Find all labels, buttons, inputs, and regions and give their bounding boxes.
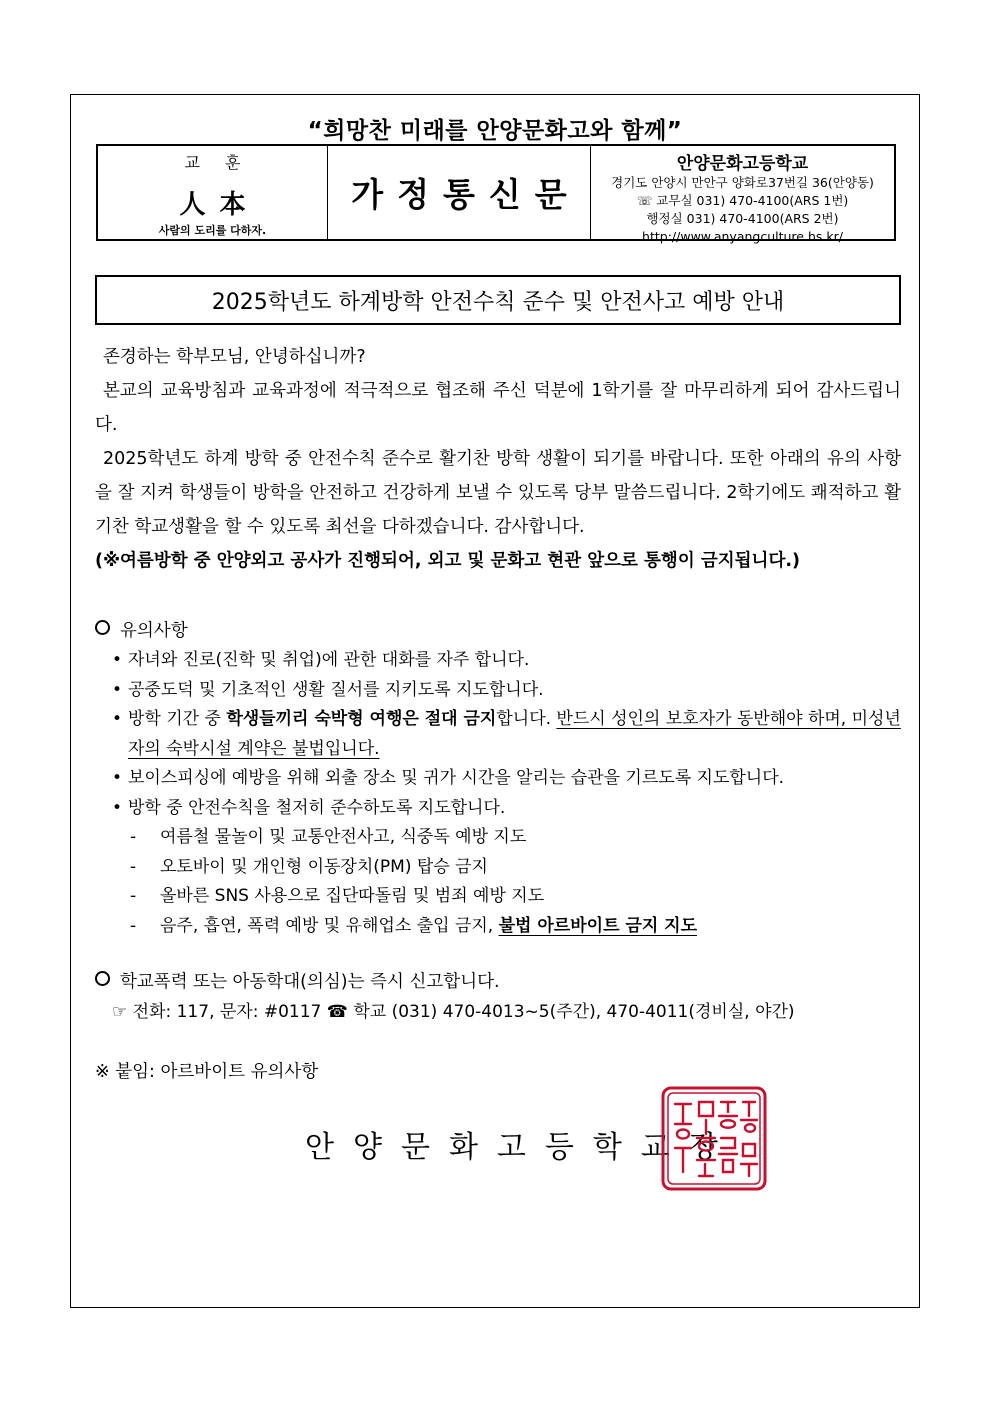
body-text — [95, 340, 901, 578]
newsletter-title-cell — [328, 146, 591, 239]
sub-list-emphasis: 불법 아르바이트 금지 지도 — [498, 915, 698, 936]
school-address: 경기도 안양시 만안구 양화로37번길 36(안양동) — [611, 175, 874, 190]
sub-list-item — [112, 882, 902, 912]
header-table — [96, 144, 896, 244]
sub-list-text: 올바른 SNS 사용으로 집단따돌림 및 범죄 예방 지도 — [160, 886, 545, 906]
school-phone-office: ☏ 교무실 031) 470-4100(ARS 1번) — [636, 193, 849, 208]
circle-bullet-icon — [95, 971, 110, 986]
motto-text: 人本 — [179, 190, 260, 220]
construction-notice: (※여름방학 중 안양외고 공사가 진행되어, 외고 및 문화고 현관 앞으로 통행이 금지됩니다.) — [95, 551, 800, 571]
school-name: 안양문화고등학교 — [676, 154, 809, 174]
motto-cell — [98, 146, 328, 239]
school-slogan: “희망찬 미래를 안양문화고와 함께” — [307, 118, 683, 144]
motto-label: 교 훈 — [184, 153, 251, 172]
sub-list-text: 음주, 흡연, 폭력 예방 및 유해업소 출입 금지, — [160, 915, 499, 936]
dash-mark: - — [130, 915, 137, 936]
principal-signature: 안양문화고등학교장 — [305, 1130, 737, 1165]
greeting: 존경하는 학부모님, 안녕하십니까? — [103, 347, 366, 367]
list-item-text: 방학 기간 중 — [128, 709, 227, 729]
list-item — [112, 705, 902, 764]
school-info-cell — [591, 146, 894, 244]
newsletter-title: 가정통신문 — [351, 175, 581, 214]
school-website-link[interactable]: http://www.anyangculture.hs.kr/ — [642, 229, 843, 244]
sub-list-text: 오토바이 및 개인형 이동장치(PM) 탑승 금지 — [160, 856, 488, 877]
notice-title: 2025학년도 하계방학 안전수칙 준수 및 안전사고 예방 안내 — [95, 275, 901, 325]
cautions-list — [112, 646, 902, 941]
attachment-note: ※ 붙임: 아르바이트 유의사항 — [95, 1062, 319, 1082]
sub-list-item — [112, 823, 902, 853]
section-cautions-title — [95, 617, 188, 642]
section-cautions-label: 유의사항 — [120, 621, 188, 641]
sub-list-item — [112, 853, 902, 883]
section-report-title — [95, 968, 500, 993]
list-item: • 방학 중 안전수칙을 철저히 준수하도록 지도합니다. — [112, 794, 902, 824]
sub-list-item — [112, 912, 902, 942]
school-seal-icon — [661, 1086, 767, 1191]
circle-bullet-icon — [95, 620, 110, 635]
list-item-underlined: 반드시 성인의 보호자가 동반해야 하며, 미성년자의 숙박시설 계약은 불법입니다. — [128, 709, 901, 759]
section-report-label: 학교폭력 또는 아동학대(의심)는 즉시 신고합니다. — [120, 972, 500, 992]
list-item-emphasis: 학생들끼리 숙박형 여행은 절대 금지 — [226, 709, 497, 729]
list-item-text: 합니다. — [496, 709, 557, 729]
sub-list-text: 여름철 물놀이 및 교통안전사고, 식중독 예방 지도 — [160, 827, 527, 847]
dash-mark: - — [130, 856, 137, 877]
dash-mark: - — [130, 886, 137, 906]
motto-subtitle: 사람의 도리를 다하자. — [158, 224, 267, 237]
list-item: • 자녀와 진로(진학 및 취업)에 관한 대화를 자주 합니다. — [112, 646, 902, 676]
report-contact-line: ☞ 전화: 117, 문자: #0117 ☎ 학교 (031) 470-4013~5(주간), 470-4011(경비실, 야간) — [112, 1002, 795, 1022]
list-item: • 보이스피싱에 예방을 위해 외출 장소 및 귀가 시간을 알리는 습관을 기르도록 지도합니다. — [112, 764, 902, 794]
list-item: • 공중도덕 및 기초적인 생활 질서를 지키도록 지도합니다. — [112, 676, 902, 706]
school-phone-admin: 행정실 031) 470-4100(ARS 2번) — [646, 211, 839, 226]
body-paragraph-1: 본교의 교육방침과 교육과정에 적극적으로 협조해 주신 덕분에 1학기를 잘 마무리하게 되어 감사드립니다. — [95, 381, 901, 435]
body-paragraph-2: 2025학년도 하계 방학 중 안전수칙 준수로 활기찬 방학 생활이 되기를 바랍니다. 또한 아래의 유의 사항을 잘 지켜 학생들이 방학을 안전하고 건강하게 보낼 수 있도록 당부 말씀드립니다. 2학기에도 쾌적하고 활기찬 학교생활을 할 수 있도록 최선을 다하겠습니다. 감사합니다. — [95, 449, 901, 537]
dash-mark: - — [130, 827, 137, 847]
